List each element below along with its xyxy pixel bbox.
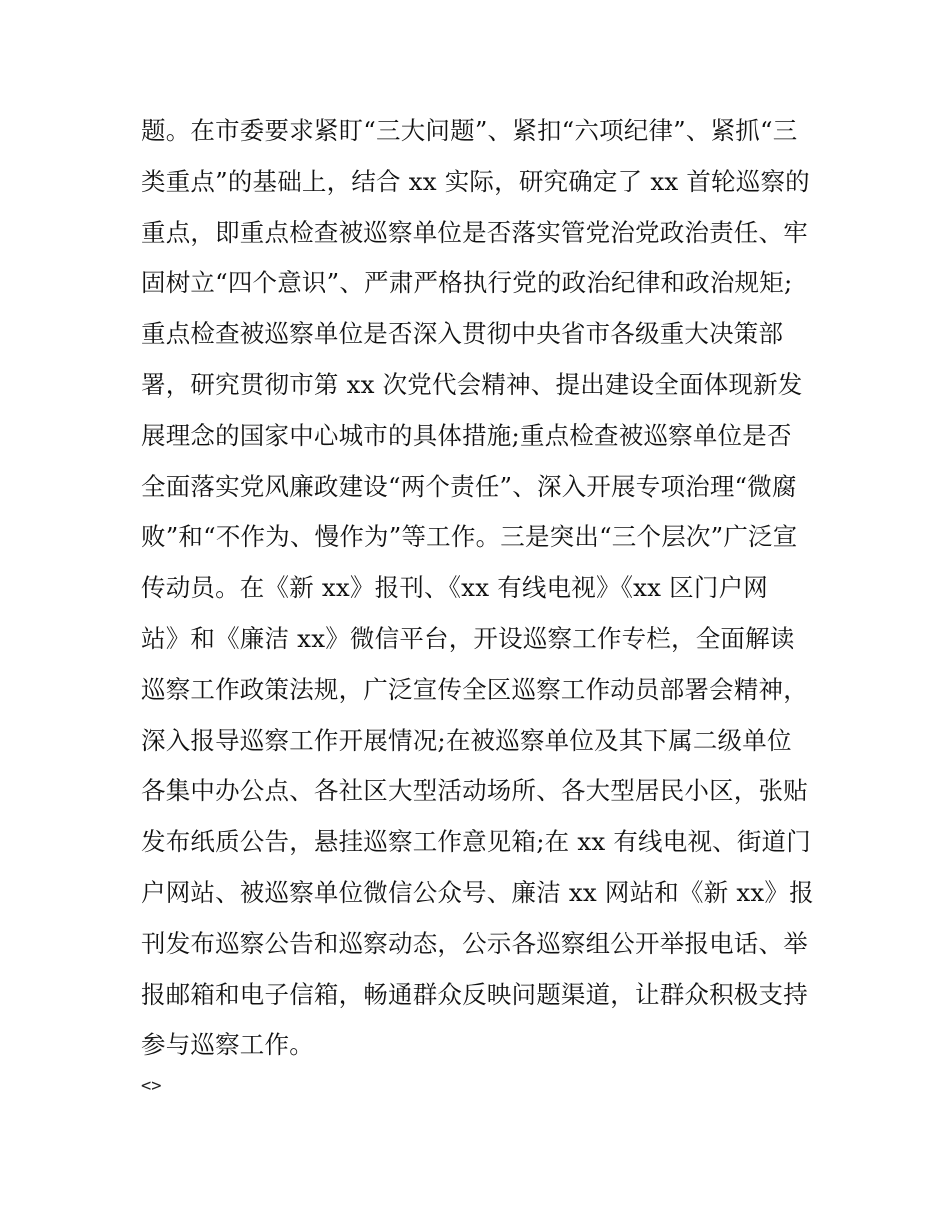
text-line: 重点，即重点检查被巡察单位是否落实管党治党政治责任、牢 bbox=[141, 217, 808, 247]
text-line: 参与巡察工作。 bbox=[141, 1030, 314, 1060]
text-line: 固树立“四个意识”、严肃严格执行党的政治纪律和政治规矩; bbox=[141, 268, 793, 298]
text-line: 刊发布巡察公告和巡察动态，公示各巡察组公开举报电话、举 bbox=[141, 928, 808, 958]
text-line: 站》和《廉洁 xx》微信平台，开设巡察工作专栏，全面解读 bbox=[141, 623, 795, 653]
page-nav-mark[interactable]: <> bbox=[141, 1076, 162, 1096]
text-line: 深入报导巡察工作开展情况;在被巡察单位及其下属二级单位 bbox=[141, 725, 792, 755]
text-line: 全面落实党风廉政建设“两个责任”、深入开展专项治理“微腐 bbox=[141, 471, 797, 501]
text-line: 败”和“不作为、慢作为”等工作。三是突出“三个层次”广泛宣 bbox=[141, 522, 798, 552]
text-line: 户网站、被巡察单位微信公众号、廉洁 xx 网站和《新 xx》报 bbox=[141, 877, 814, 907]
text-line: 巡察工作政策法规，广泛宣传全区巡察工作动员部署会精神， bbox=[141, 674, 808, 704]
text-line: 各集中办公点、各社区大型活动场所、各大型居民小区，张贴 bbox=[141, 776, 808, 806]
text-line: 展理念的国家中心城市的具体措施;重点检查被巡察单位是否 bbox=[141, 420, 792, 450]
body-paragraph bbox=[141, 106, 831, 1071]
text-line: 署，研究贯彻市第 xx 次党代会精神、提出建设全面体现新发 bbox=[141, 369, 803, 399]
text-line: 报邮箱和电子信箱，畅通群众反映问题渠道，让群众积极支持 bbox=[141, 979, 808, 1009]
text-line: 发布纸质公告，悬挂巡察工作意见箱;在 xx 有线电视、街道门 bbox=[141, 827, 811, 857]
text-line: 重点检查被巡察单位是否深入贯彻中央省市各级重大决策部 bbox=[141, 319, 784, 349]
text-line: 类重点”的基础上，结合 xx 实际，研究确定了 xx 首轮巡察的 bbox=[141, 166, 810, 196]
text-line: 传动员。在《新 xx》报刊、《xx 有线电视》《xx 区门户网 bbox=[141, 573, 768, 603]
text-line: 题。在市委要求紧盯“三大问题”、紧扣“六项纪律”、紧抓“三 bbox=[141, 116, 798, 145]
